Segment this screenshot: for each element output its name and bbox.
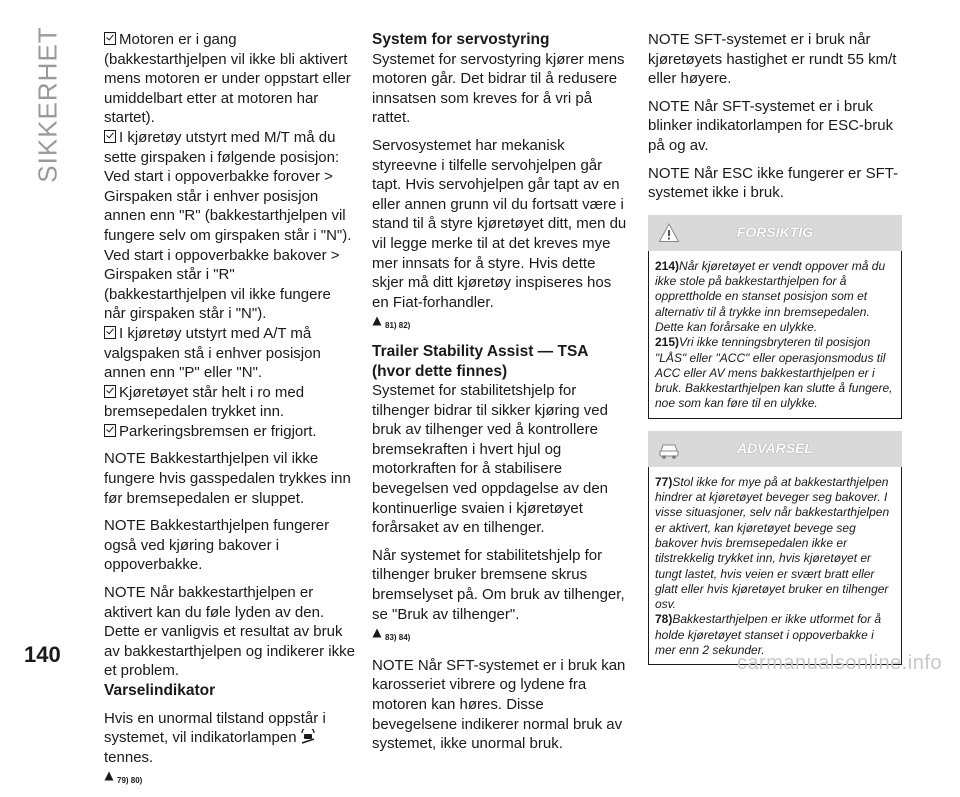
warning-box <box>648 467 902 666</box>
column-1 <box>104 30 356 797</box>
warning-title: ADVARSEL <box>737 439 813 456</box>
side-title-text: SIKKERHET <box>32 25 63 183</box>
page-number: 140 <box>24 642 61 667</box>
note-paragraph: NOTE Når bakkestarthjelpen er aktivert kan du føle lyden av den. Dette er vanligvis et resultat av bruk av bakkestarthjelpen og indikerer ikke et problem. <box>104 584 355 680</box>
body-paragraph: Hvis en unormal tilstand oppstår i systemet, vil indikatorlampen tennes. <box>104 709 326 766</box>
body-paragraph: Servosystemet har mekanisk styreevne i tilfelle servohjelpen går tapt. Hvis servohjelpen går tapt av en eller annen grunn vil du fortsatt være i stand til å styre kjøretøyet ditt, men du vil legge merke til at det kreves mye mer innsats for å styre. Hvis dette skjer må ditt kjøretøy inspiseres hos en Fiat-forhandler. <box>372 136 627 311</box>
reference-marker: 81) 82) <box>372 316 628 336</box>
warning-triangle-icon <box>104 771 114 781</box>
caution-header <box>648 215 902 251</box>
column-2 <box>372 30 628 754</box>
body-paragraph: Når systemet for stabilitetshjelp for tilhenger bruker bremsene skrus bremselyset på. Om bruk av tilhenger, se "Bruk av tilhenger". <box>372 546 625 623</box>
side-section-title <box>18 24 78 184</box>
note-paragraph: NOTE Bakkestarthjelpen vil ikke fungere hvis gasspedalen trykkes inn før bremsepedalen er sluppet. <box>104 450 351 507</box>
note-paragraph: NOTE SFT-systemet er i bruk når kjøretøyets hastighet er rundt 55 km/t eller høyere. <box>648 31 897 88</box>
warning-header <box>648 431 902 467</box>
list-item: Parkeringsbremsen er frigjort. <box>104 422 356 442</box>
caution-item: 214)Når kjøretøyet er vendt oppover må du ikke stole på bakkestarthjelpen for å opprettholde en stanset posisjon som et alternativ til å trykke inn bremsepedalen. Dette kan forårsake en ulykke. <box>655 258 886 334</box>
reference-marker: 83) 84) <box>372 628 628 648</box>
column-3 <box>648 30 902 665</box>
checkbox-icon <box>104 385 116 398</box>
car-warning-icon <box>658 438 680 460</box>
section-heading: Varselindikator <box>104 682 216 699</box>
checkbox-icon <box>104 32 116 45</box>
warning-triangle-icon <box>372 628 382 638</box>
note-paragraph: NOTE Når SFT-systemet er i bruk blinker indikatorlampen for ESC-bruk på og av. <box>648 97 894 154</box>
warning-triangle-icon <box>372 316 382 326</box>
warning-triangle-icon <box>658 222 680 244</box>
watermark: carmanualsonline.info <box>736 652 942 674</box>
caution-item: 215)Vri ikke tenningsbryteren til posisjon "LÅS" eller "ACC" eller operasjonsmodus til ACC eller AV mens bakkestarthjelpen er i bruk. Bakkestarthjelpen kan slutte å fungere, noe som kan føre til en ulykke. <box>655 335 893 411</box>
list-item: Motoren er i gang (bakkestarthjelpen vil ikke bli aktivert mens motoren er under oppstart eller umiddelbart etter at motoren har startet). <box>104 31 351 127</box>
checkbox-icon <box>104 424 116 437</box>
list-item: I kjøretøy utstyrt med A/T må valgspaken stå i enhver posisjon annen enn "P" eller "N". <box>104 324 321 382</box>
list-item: I kjøretøy utstyrt med M/T må du sette girspaken i følgende posisjon: Ved start i oppoverbakke forover > Girspaken står i enhver posisjon annen enn "R" (bakkestarthjelpen vil fungere selv om girspaken står i "N"). Ved start i oppoverbakke bakover > Girspaken står i "R" (bakkestarthjelpen vil ikke fungere når girspaken står i "N"). <box>104 128 352 323</box>
caution-title: FORSIKTIG <box>736 223 814 240</box>
caution-box <box>648 251 902 419</box>
warning-item: 78)Bakkestarthjelpen er ikke utformet for å holde kjøretøyet stanset i oppoverbakke i mer enn 2 sekunder. <box>655 612 882 657</box>
section-heading: Trailer Stability Assist — TSA (hvor dette finnes) <box>372 342 588 380</box>
body-paragraph: Systemet for stabilitetshjelp for tilhenger bidrar til sikker kjøring ved bruk av tilhenger ved å kontrollere bremsekraften i hvert hjul og motorkraften for å stabilisere bevegelsen ved oppdagelse av den kontinuerlige svaien i kjøretøyet forårsaket av en tilhenger. <box>372 382 609 537</box>
checkbox-icon <box>104 326 116 339</box>
list-item: Kjøretøyet står helt i ro med bremsepedalen trykket inn. <box>104 383 305 421</box>
note-paragraph: NOTE Når SFT-systemet er i bruk kan karosseriet vibrere og lydene fra motoren kan høres. Disse bevegelsene indikerer normal bruk av systemet, ikke unormal bruk. <box>372 656 626 753</box>
hill-start-lamp-icon <box>301 729 315 744</box>
body-paragraph: Systemet for servostyring kjører mens motoren går. Det bidrar til å redusere innsatsen som kreves for å vri på rattet. <box>372 50 625 127</box>
note-paragraph: NOTE Når ESC ikke fungerer er SFT-systemet ikke i bruk. <box>648 164 899 202</box>
section-heading: System for servostyring <box>372 31 550 48</box>
reference-marker: 79) 80) <box>104 771 356 791</box>
note-paragraph: NOTE Bakkestarthjelpen fungerer også ved kjøring bakover i oppoverbakke. <box>104 517 330 574</box>
checkbox-icon <box>104 130 116 143</box>
warning-item: 77)Stol ikke for mye på at bakkestarthjelpen hindrer at kjøretøyet beveger seg bakover. I visse situasjoner, selv når bakkestarthjelpen er aktivert, kan kjøretøyet bevege seg bakover hvis bremsepedalen ikke er tilstrekkelig trykket inn, hvis kjøretøyet er tungt lastet, hvis veien er svært bratt eller glatt eller hvis kjøretøyet bruker en tilhenger osv. <box>655 474 890 612</box>
